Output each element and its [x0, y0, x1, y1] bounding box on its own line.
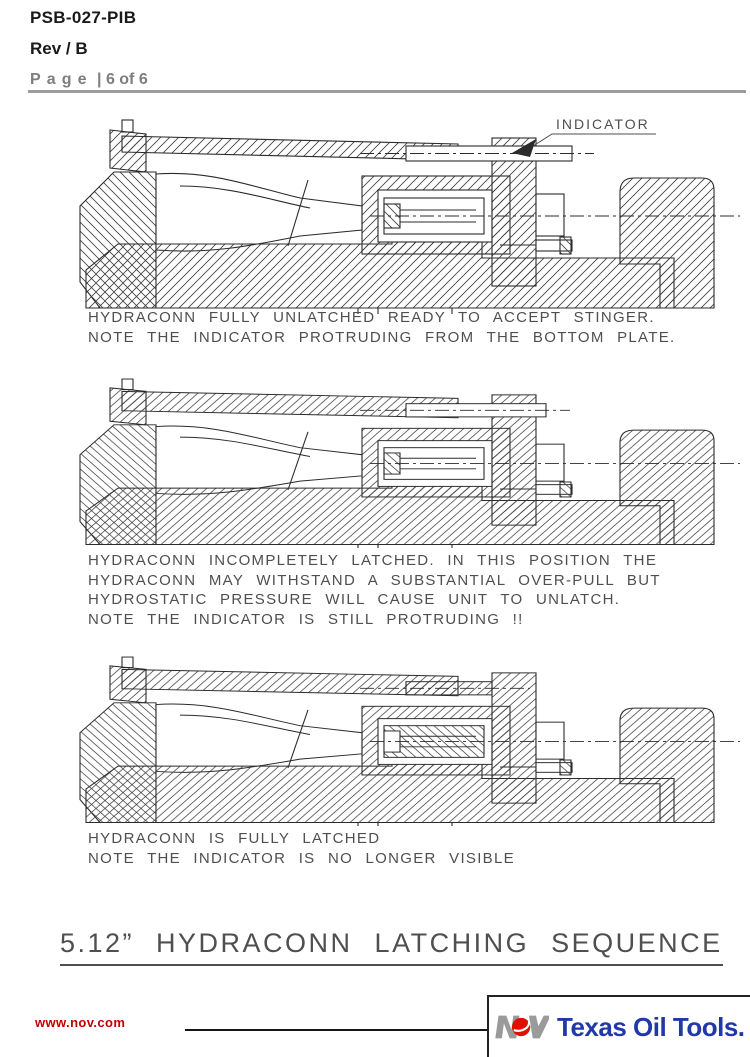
sequence-title — [60, 928, 723, 966]
website-link[interactable]: www.nov.com — [35, 1015, 126, 1030]
page-indicator — [30, 70, 148, 90]
nov-logo-icon — [495, 1007, 549, 1047]
caption-unlatched — [88, 308, 675, 347]
cross-section-drawing-latched — [60, 650, 750, 826]
footer-divider — [185, 1029, 487, 1031]
revision-label: Rev / B — [30, 39, 88, 58]
caption-incompletely-latched — [88, 551, 661, 629]
caption-line: NOTE THE INDICATOR PROTRUDING FROM THE BOTTOM PLATE. — [88, 328, 676, 346]
company-logo-box — [487, 995, 750, 1057]
brand-name: Texas Oil Tools. — [557, 1011, 745, 1042]
page-number: | 6 of 6 — [97, 71, 148, 88]
caption-line: HYDROSTATIC PRESSURE WILL CAUSE UNIT TO UNLATCH. — [88, 591, 621, 608]
indicator-callout-label: INDICATOR — [556, 116, 650, 132]
caption-line: NOTE THE INDICATOR IS NO LONGER VISIBLE — [88, 849, 515, 867]
figure-unlatched — [60, 112, 750, 314]
caption-line: HYDRACONN MAY WITHSTAND A SUBSTANTIAL OVER-PULL BUT — [88, 571, 661, 589]
cross-section-drawing-incomplete — [60, 372, 750, 548]
caption-line: HYDRACONN IS FULLY LATCHED — [88, 830, 381, 847]
caption-line: HYDRACONN FULLY UNLATCHED READY TO ACCEPT STINGER. — [88, 309, 655, 326]
caption-line: HYDRACONN INCOMPLETELY LATCHED. IN THIS POSITION THE — [88, 552, 658, 569]
cross-section-drawing-unlatched — [60, 112, 750, 314]
sequence-title-text: 5.12” HYDRACONN LATCHING SEQUENCE — [60, 928, 723, 966]
page-word: Page — [30, 71, 93, 88]
document-number: PSB-027-PIB — [30, 8, 137, 27]
header-divider — [28, 90, 746, 93]
caption-fully-latched — [88, 829, 515, 868]
page-header — [30, 8, 148, 90]
caption-line: NOTE THE INDICATOR IS STILL PROTRUDING !! — [88, 610, 524, 628]
figure-incompletely-latched — [60, 372, 750, 548]
figure-fully-latched — [60, 650, 750, 826]
